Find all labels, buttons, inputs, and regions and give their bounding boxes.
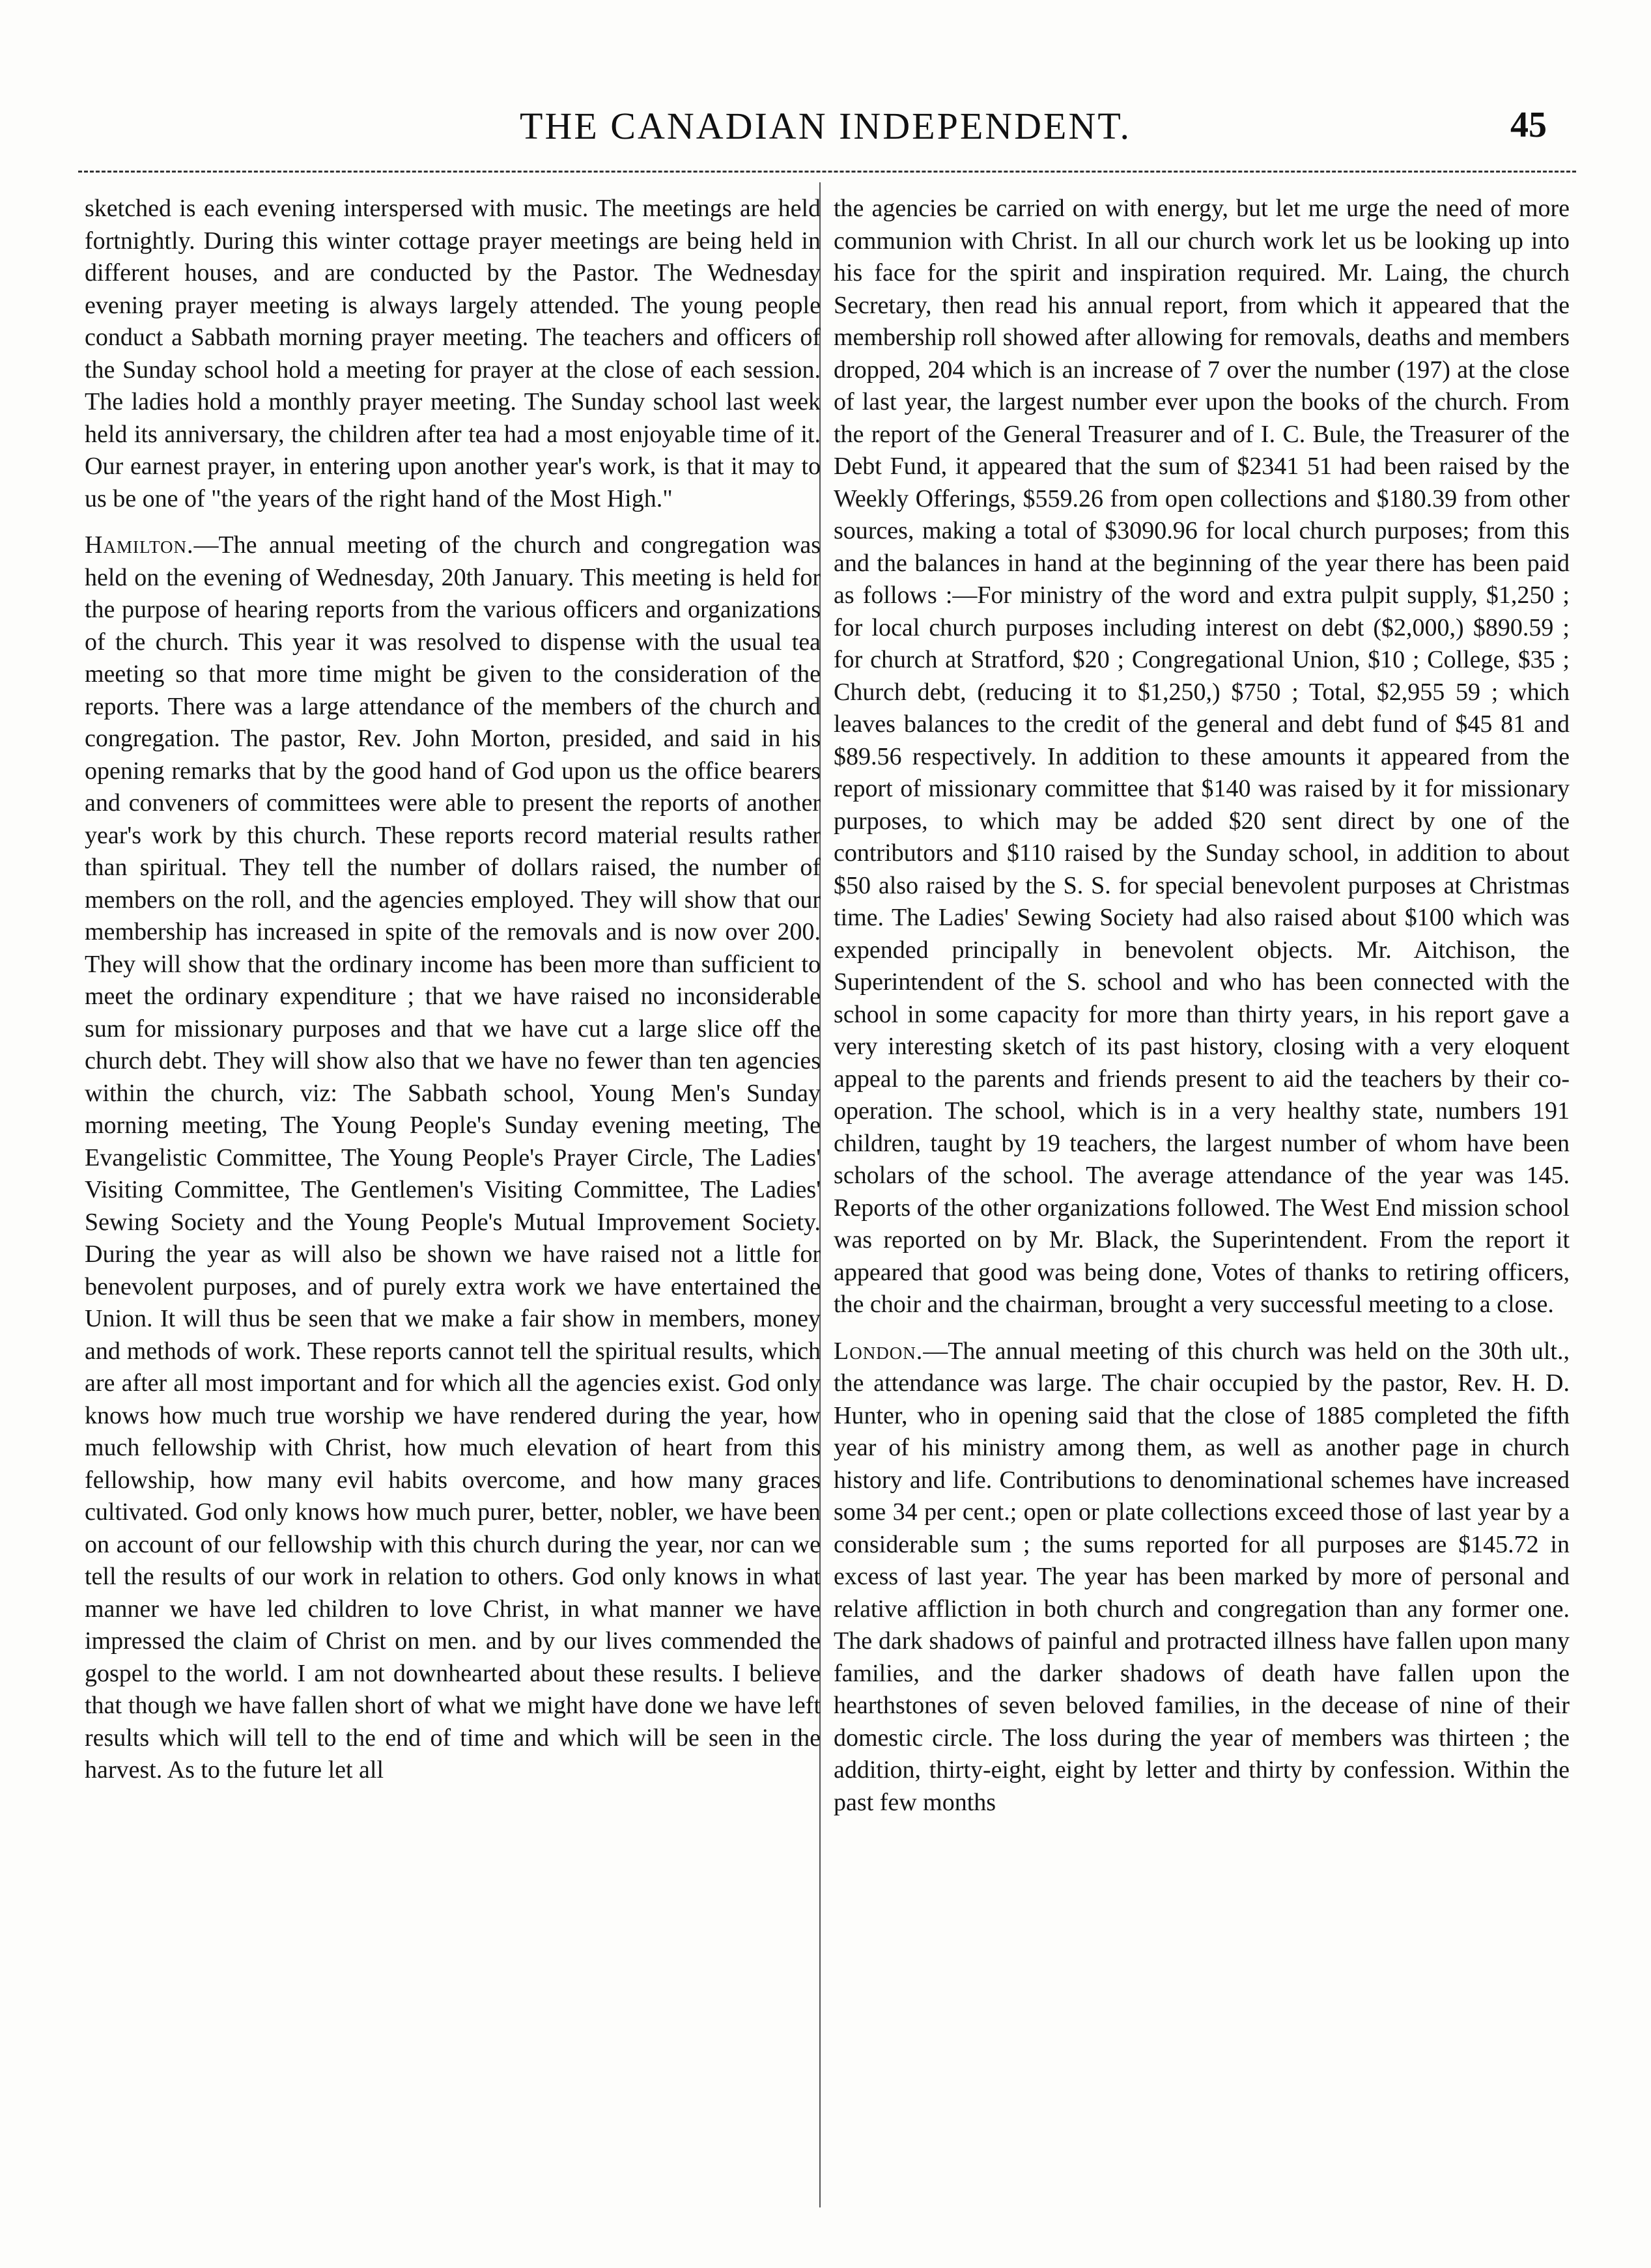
london-text: —The annual meeting of this church was held on the 30th ult., the attendance was large. The chair occupied by the pastor, Rev. H. D. Hunter, who in opening said that the close of 1885 completed the fifth year of his ministry among them, as well as another page in church history and life. Contributions to denominational schemes have increased some 34 per cent.; open or plate collections exceed those of last year by a considerable sum ; the sums reported for all purposes are $145.72 in excess of last year. The year has been marked by more of personal and relative affliction in both church and congregation than any former one. The dark shadows of painful and protracted illness have fallen upon many families, and the darker shadows of death have fallen upon the hearthstones of seven beloved families, in the decease of nine of their domestic circle. The loss during the year of members was thirteen ; the addition, thirty-eight, eight by letter and thirty by confession. Within the past few months	[834, 1337, 1570, 1816]
london-report	[834, 1336, 1570, 1819]
page-header	[78, 104, 1573, 156]
london-heading: London.	[834, 1337, 924, 1365]
left-column	[85, 193, 821, 2211]
running-head-title: THE CANADIAN INDEPENDENT.	[520, 105, 1131, 147]
right-column	[834, 193, 1570, 2211]
hamilton-heading: Hamilton.	[85, 531, 194, 559]
header-rule	[78, 171, 1576, 173]
page-number: 45	[1510, 105, 1547, 145]
hamilton-report-continued: the agencies be carried on with energy, but let me urge the need of more communion with Christ. In all our church work let us be looking up into his face for the spirit and inspiration required. Mr. Laing, the church Secretary, then read his annual report, from which it appeared that the membership roll showed after allowing for removals, deaths and members dropped, 204 which is an increase of 7 over the number (197) at the close of last year, the largest number ever upon the books of the church. From the report of the General Treasurer and of I. C. Bule, the Treasurer of the Debt Fund, it appeared that the sum of $2341 51 had been raised by the Weekly Offerings, $559.26 from open collections and $180.39 from other sources, making a total of $3090.96 for local church purposes; from this and the balances in hand at the beginning of the year there has been paid as follows :—For ministry of the word and extra pulpit supply, $1,250 ; for local church purposes including interest on debt ($2,000,) $890.59 ; for church at Stratford, $20 ; Congregational Union, $10 ; College, $35 ; Church debt, (reducing it to $1,250,) $750 ; Total, $2,955 59 ; which leaves balances to the credit of the general and debt fund of $45 81 and $89.56 respectively. In addition to these amounts it appeared from the report of missionary committee that $140 was raised by it for missionary purposes, to which may be added $20 sent direct by one of the contributors and $110 raised by the Sunday school, in addition to about $50 also raised by the S. S. for special benevolent purposes at Christmas time. The Ladies' Sewing Society had also raised about $100 which was expended principally in benevolent objects. Mr. Aitchison, the Superintendent of the S. school and who has been connected with the school in some capacity for more than thirty years, in his report gave a very interesting sketch of its past history, closing with a very eloquent appeal to the parents and friends present to aid the teachers by their co-operation. The school, which is in a very healthy state, numbers 191 children, taught by 19 teachers, the largest number of whom have been scholars of the school. The average attendance of the year was 145. Reports of the other organizations followed. The West End mission school was reported on by Mr. Black, the Superintendent. From the report it appeared that good was being done, Votes of thanks to retiring officers, the choir and the chairman, brought a very successful meeting to a close.	[834, 195, 1570, 1318]
continued-paragraph: sketched is each evening interspersed with music. The meetings are held fortnightly. During this winter cottage prayer meetings are being held in different houses, and are conducted by the Pastor. The Wednesday evening prayer meeting is always largely attended. The young people conduct a Sabbath morning prayer meeting. The teachers and officers of the Sunday school hold a meeting for prayer at the close of each session. The ladies hold a monthly prayer meeting. The Sunday school last week held its anniversary, the children after tea had a most enjoyable time of it. Our earnest prayer, in entering upon another year's work, is that it may to us be one of "the years of the right hand of the Most High."	[85, 195, 821, 512]
hamilton-text: —The annual meeting of the church and congregation was held on the evening of Wednesday, 20th January. This meeting is held for the purpose of hearing reports from the various officers and organizations of the church. This year it was resolved to dispense with the usual tea meeting so that more time might be given to the consideration of the reports. There was a large attendance of the members of the church and congregation. The pastor, Rev. John Morton, presided, and said in his opening remarks that by the good hand of God upon us the office bearers and conveners of committees were able to present the reports of another year's work by this church. These reports record material results rather than spiritual. They tell the number of dollars raised, the number of members on the roll, and the agencies employed. They will show that our membership has increased in spite of the removals and is now over 200. They will show that the ordinary income has been more than sufficient to meet the ordinary expenditure ; that we have raised no inconsiderable sum for missionary purposes and that we have cut a large slice off the church debt. They will show also that we have no fewer than ten agencies within the church, viz: The Sabbath school, Young Men's Sunday morning meeting, The Young People's Sunday evening meeting, The Evangelistic Committee, The Young People's Prayer Circle, The Ladies' Visiting Committee, The Gentlemen's Visiting Committee, The Ladies' Sewing Society and the Young People's Mutual Improvement Society. During the year as will also be shown we have raised not a little for benevolent purposes, and of purely extra work we have entertained the Union. It will thus be seen that we make a fair show in members, money and methods of work. These reports cannot tell the spiritual results, which are after all most important and for which all the agencies exist. God only knows how much true worship we have rendered during the year, how much fellowship with Christ, how much elevation of heart from this fellowship, how many evil habits overcome, and how many graces cultivated. God only knows how much purer, better, nobler, we have been on account of our fellowship with this church during the year, nor can we tell the results of our work in relation to others. God only knows in what manner we have led children to love Christ, in what manner we have impressed the claim of Christ on men. and by our lives commended the gospel to the world. I am not downhearted about these results. I believe that though we have fallen short of what we might have done we have left results which will tell to the end of time and which will be seen in the harvest. As to the future let all	[85, 531, 821, 1784]
hamilton-report	[85, 529, 821, 1787]
